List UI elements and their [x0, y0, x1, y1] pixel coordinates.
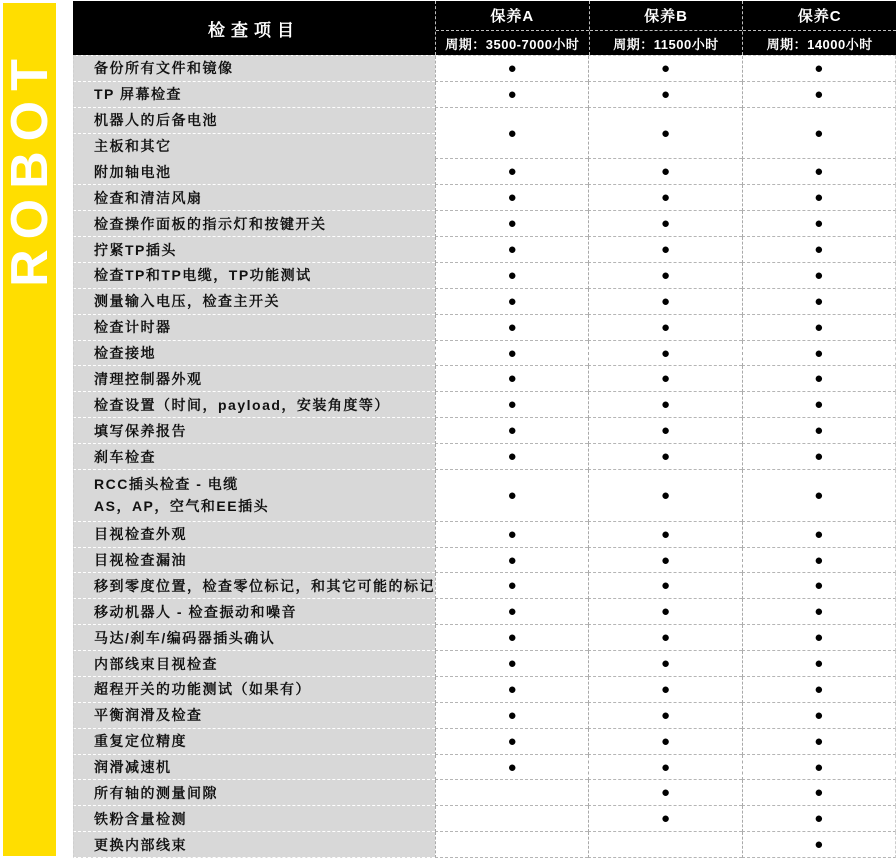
- bullet-marker: ●: [814, 344, 824, 362]
- table-row: [73, 108, 896, 160]
- table-row: [73, 185, 896, 211]
- bullet-marker: ●: [814, 124, 824, 142]
- bullet-marker: ●: [660, 732, 671, 750]
- plan-a-cell: [435, 470, 588, 522]
- bullet-marker: ●: [814, 732, 824, 750]
- table-row: [73, 159, 896, 185]
- bullet-marker: ●: [660, 784, 671, 802]
- bullet-marker: ●: [814, 680, 824, 698]
- row-label: 拧紧TP插头: [73, 237, 435, 263]
- table-row: [73, 703, 896, 729]
- bullet-marker: ●: [660, 706, 671, 724]
- plan-c-cell: [742, 263, 896, 289]
- plan-c-cell: [742, 522, 896, 548]
- plan-b-cell: [588, 82, 741, 108]
- plan-b-cell: [588, 599, 741, 625]
- plan-b-cell: [588, 573, 741, 599]
- plan-c-cell: [742, 315, 896, 341]
- table-row: [73, 599, 896, 625]
- table-row: [73, 832, 896, 858]
- plan-b-cell: [588, 677, 741, 703]
- bullet-marker: ●: [660, 189, 671, 207]
- bullet-marker: ●: [660, 266, 671, 284]
- plan-c-cell: [742, 729, 896, 755]
- bullet-marker: ●: [507, 448, 517, 466]
- bullet-marker: ●: [814, 784, 824, 802]
- plan-c-cell: [742, 366, 896, 392]
- table-row: [73, 263, 896, 289]
- bullet-marker: ●: [814, 241, 824, 259]
- plan-c-cell: [742, 780, 896, 806]
- bullet-marker: ●: [814, 706, 824, 724]
- table-row: [73, 237, 896, 263]
- table-row: [73, 315, 896, 341]
- bullet-marker: ●: [660, 241, 671, 259]
- bullet-marker: ●: [660, 344, 671, 362]
- bullet-marker: ●: [814, 163, 824, 181]
- bullet-marker: ●: [507, 344, 517, 362]
- plan-c-name: 保养C: [743, 1, 896, 31]
- bullet-marker: ●: [507, 266, 517, 284]
- plan-b-cell: [588, 703, 741, 729]
- plan-a-cell: [435, 625, 588, 651]
- plan-b-cell: [588, 237, 741, 263]
- table-row: [73, 651, 896, 677]
- plan-a-cell: [435, 108, 588, 160]
- table-row: [73, 56, 896, 82]
- robot-vertical-label: ROBOT: [0, 49, 59, 287]
- table-row: [73, 548, 896, 574]
- table-row: [73, 780, 896, 806]
- plan-a-cell: [435, 573, 588, 599]
- plan-b-cell: [588, 392, 741, 418]
- bullet-marker: ●: [507, 370, 517, 388]
- bullet-marker: ●: [507, 215, 517, 233]
- plan-b-cell: [588, 108, 741, 160]
- plan-a-cell: [435, 366, 588, 392]
- plan-a-cell: [435, 341, 588, 367]
- bullet-marker: ●: [814, 85, 824, 103]
- plan-a-cell: [435, 548, 588, 574]
- plan-b-cell: [588, 211, 741, 237]
- bullet-marker: ●: [814, 370, 824, 388]
- plan-c-cell: [742, 755, 896, 781]
- plan-a-period: 周期：3500-7000小时: [445, 36, 580, 52]
- bullet-marker: ●: [814, 577, 824, 595]
- bullet-marker: ●: [814, 629, 824, 647]
- plan-a-cell: [435, 703, 588, 729]
- bullet-marker: ●: [660, 370, 671, 388]
- bullet-marker: ●: [507, 680, 517, 698]
- bullet-marker: ●: [660, 163, 671, 181]
- bullet-marker: ●: [814, 59, 824, 77]
- table-row: [73, 82, 896, 108]
- row-label: 填写保养报告: [73, 418, 435, 444]
- bullet-marker: ●: [507, 59, 517, 77]
- bullet-marker: ●: [660, 680, 671, 698]
- bullet-marker: ●: [814, 603, 824, 621]
- plan-a-cell: [435, 806, 588, 832]
- plan-a-cell: [435, 315, 588, 341]
- plan-a-cell: [435, 211, 588, 237]
- bullet-marker: ●: [814, 189, 824, 207]
- plan-b-cell: [588, 470, 741, 522]
- bullet-marker: ●: [507, 603, 517, 621]
- header-plan-a: [435, 1, 589, 55]
- plan-c-cell: [742, 470, 896, 522]
- plan-c-cell: [742, 677, 896, 703]
- plan-c-cell: [742, 599, 896, 625]
- plan-a-cell: [435, 677, 588, 703]
- plan-b-cell: [588, 263, 741, 289]
- plan-b-cell: [588, 806, 741, 832]
- table-row: [73, 392, 896, 418]
- row-label: 主板和其它: [73, 134, 435, 160]
- plan-c-cell: [742, 237, 896, 263]
- bullet-marker: ●: [660, 215, 671, 233]
- plan-b-cell: [588, 832, 741, 858]
- table-row: [73, 755, 896, 781]
- plan-c-cell: [742, 806, 896, 832]
- bullet-marker: ●: [507, 486, 517, 504]
- bullet-marker: ●: [814, 448, 824, 466]
- row-label: 机器人的后备电池: [73, 108, 435, 134]
- bullet-marker: ●: [814, 292, 824, 310]
- plan-b-cell: [588, 548, 741, 574]
- bullet-marker: ●: [507, 422, 517, 440]
- table-row: [73, 470, 896, 522]
- plan-c-cell: [742, 418, 896, 444]
- plan-c-cell: [742, 82, 896, 108]
- row-label-group: [73, 108, 435, 160]
- table-row: [73, 418, 896, 444]
- bullet-marker: ●: [507, 124, 517, 142]
- plan-c-cell: [742, 832, 896, 858]
- bullet-marker: ●: [507, 525, 517, 543]
- bullet-marker: ●: [507, 85, 517, 103]
- plan-a-name: 保养A: [436, 1, 589, 31]
- bullet-marker: ●: [814, 551, 824, 569]
- plan-b-cell: [588, 341, 741, 367]
- table-row: [73, 366, 896, 392]
- row-label: 备份所有文件和镜像: [73, 56, 435, 82]
- plan-a-cell: [435, 755, 588, 781]
- plan-c-cell: [742, 573, 896, 599]
- bullet-marker: ●: [814, 525, 824, 543]
- row-label: [73, 470, 435, 522]
- row-label: 附加轴电池: [73, 159, 435, 185]
- plan-a-cell: [435, 237, 588, 263]
- row-label-line: RCC插头检查 - 电缆: [94, 476, 239, 493]
- bullet-marker: ●: [814, 836, 824, 854]
- row-label: 平衡润滑及检查: [73, 703, 435, 729]
- plan-a-cell: [435, 444, 588, 470]
- plan-a-cell: [435, 289, 588, 315]
- bullet-marker: ●: [814, 810, 824, 828]
- bullet-marker: ●: [660, 758, 671, 776]
- plan-c-period: 周期：14000小时: [766, 36, 873, 52]
- table-body: [73, 56, 896, 858]
- header-plan-c: [742, 1, 896, 55]
- plan-a-cell: [435, 185, 588, 211]
- bullet-marker: ●: [660, 629, 671, 647]
- row-label: 移到零度位置，检查零位标记，和其它可能的标记: [73, 573, 435, 599]
- row-label: 内部线束目视检查: [73, 651, 435, 677]
- row-label: 马达/刹车/编码器插头确认: [73, 625, 435, 651]
- plan-c-cell: [742, 548, 896, 574]
- bullet-marker: ●: [814, 266, 824, 284]
- plan-c-cell: [742, 651, 896, 677]
- bullet-marker: ●: [507, 732, 517, 750]
- table-row: [73, 211, 896, 237]
- bullet-marker: ●: [507, 758, 517, 776]
- table-row: [73, 677, 896, 703]
- table-row: [73, 444, 896, 470]
- plan-b-cell: [588, 651, 741, 677]
- table-row: [73, 625, 896, 651]
- row-label: 刹车检查: [73, 444, 435, 470]
- bullet-marker: ●: [814, 758, 824, 776]
- row-label-line: AS，AP，空气和EE插头: [94, 498, 270, 515]
- row-label: 测量输入电压，检查主开关: [73, 289, 435, 315]
- bullet-marker: ●: [660, 422, 671, 440]
- bullet-marker: ●: [660, 85, 671, 103]
- plan-a-cell: [435, 392, 588, 418]
- plan-c-cell: [742, 289, 896, 315]
- table-row: [73, 729, 896, 755]
- bullet-marker: ●: [660, 124, 671, 142]
- bullet-marker: ●: [507, 189, 517, 207]
- plan-a-cell: [435, 729, 588, 755]
- plan-a-cell: [435, 780, 588, 806]
- plan-b-cell: [588, 185, 741, 211]
- bullet-marker: ●: [507, 706, 517, 724]
- table-header: [73, 1, 896, 56]
- bullet-marker: ●: [507, 655, 517, 673]
- maintenance-table: [73, 1, 896, 858]
- plan-a-cell: [435, 522, 588, 548]
- bullet-marker: ●: [660, 577, 671, 595]
- bullet-marker: ●: [814, 422, 824, 440]
- plan-a-cell: [435, 651, 588, 677]
- bullet-marker: ●: [507, 551, 517, 569]
- bullet-marker: ●: [507, 396, 517, 414]
- row-label: 移动机器人 - 检查振动和噪音: [73, 599, 435, 625]
- row-label: 目视检查漏油: [73, 548, 435, 574]
- plan-b-cell: [588, 366, 741, 392]
- plan-b-cell: [588, 729, 741, 755]
- bullet-marker: ●: [507, 292, 517, 310]
- bullet-marker: ●: [507, 629, 517, 647]
- plan-b-cell: [588, 780, 741, 806]
- row-label: 检查设置（时间，payload，安装角度等）: [73, 392, 435, 418]
- row-label: 目视检查外观: [73, 522, 435, 548]
- table-row: [73, 573, 896, 599]
- plan-a-cell: [435, 56, 588, 82]
- row-label: 检查接地: [73, 341, 435, 367]
- row-label: 检查和清洁风扇: [73, 185, 435, 211]
- bullet-marker: ●: [507, 577, 517, 595]
- plan-b-cell: [588, 625, 741, 651]
- plan-b-cell: [588, 56, 741, 82]
- bullet-marker: ●: [814, 215, 824, 233]
- plan-c-cell: [742, 341, 896, 367]
- plan-c-cell: [742, 392, 896, 418]
- bullet-marker: ●: [507, 163, 517, 181]
- header-plan-b: [589, 1, 743, 55]
- plan-c-cell: [742, 625, 896, 651]
- row-label: 润滑减速机: [73, 755, 435, 781]
- row-label: 所有轴的测量间隙: [73, 780, 435, 806]
- plan-a-cell: [435, 82, 588, 108]
- plan-a-cell: [435, 418, 588, 444]
- plan-a-cell: [435, 832, 588, 858]
- plan-c-cell: [742, 159, 896, 185]
- table-row: [73, 289, 896, 315]
- row-label: 检查操作面板的指示灯和按键开关: [73, 211, 435, 237]
- plan-b-cell: [588, 522, 741, 548]
- bullet-marker: ●: [660, 59, 671, 77]
- bullet-marker: ●: [814, 396, 824, 414]
- plan-a-cell: [435, 263, 588, 289]
- plan-c-cell: [742, 703, 896, 729]
- row-label: 更换内部线束: [73, 832, 435, 858]
- bullet-marker: ●: [660, 551, 671, 569]
- bullet-marker: ●: [660, 448, 671, 466]
- plan-c-cell: [742, 444, 896, 470]
- plan-c-cell: [742, 56, 896, 82]
- plan-a-cell: [435, 599, 588, 625]
- bullet-marker: ●: [507, 241, 517, 259]
- bullet-marker: ●: [507, 318, 517, 336]
- bullet-marker: ●: [660, 525, 671, 543]
- bullet-marker: ●: [814, 318, 824, 336]
- plan-c-cell: [742, 108, 896, 160]
- bullet-marker: ●: [814, 486, 824, 504]
- plan-b-period: 周期：11500小时: [613, 36, 719, 52]
- table-row: [73, 341, 896, 367]
- row-label: TP 屏幕检查: [73, 82, 435, 108]
- plan-b-cell: [588, 418, 741, 444]
- bullet-marker: ●: [660, 396, 671, 414]
- table-row: [73, 806, 896, 832]
- bullet-marker: ●: [814, 655, 824, 673]
- bullet-marker: ●: [660, 655, 671, 673]
- plan-b-cell: [588, 755, 741, 781]
- bullet-marker: ●: [660, 810, 671, 828]
- bullet-marker: ●: [660, 292, 671, 310]
- bullet-marker: ●: [660, 486, 671, 504]
- plan-c-cell: [742, 211, 896, 237]
- plan-b-cell: [588, 159, 741, 185]
- plan-b-name: 保养B: [590, 1, 743, 31]
- bullet-marker: ●: [660, 603, 671, 621]
- bullet-marker: ●: [660, 318, 671, 336]
- sidebar: [0, 3, 59, 856]
- plan-a-cell: [435, 159, 588, 185]
- row-label: 检查计时器: [73, 315, 435, 341]
- row-label: 超程开关的功能测试（如果有）: [73, 677, 435, 703]
- plan-c-cell: [742, 185, 896, 211]
- plan-b-cell: [588, 289, 741, 315]
- plan-b-cell: [588, 315, 741, 341]
- row-label: 重复定位精度: [73, 729, 435, 755]
- row-label: 检查TP和TP电缆，TP功能测试: [73, 263, 435, 289]
- row-label: 铁粉含量检测: [73, 806, 435, 832]
- row-label: 清理控制器外观: [73, 366, 435, 392]
- table-row: [73, 522, 896, 548]
- header-inspection-items: 检查项目: [73, 1, 435, 55]
- plan-b-cell: [588, 444, 741, 470]
